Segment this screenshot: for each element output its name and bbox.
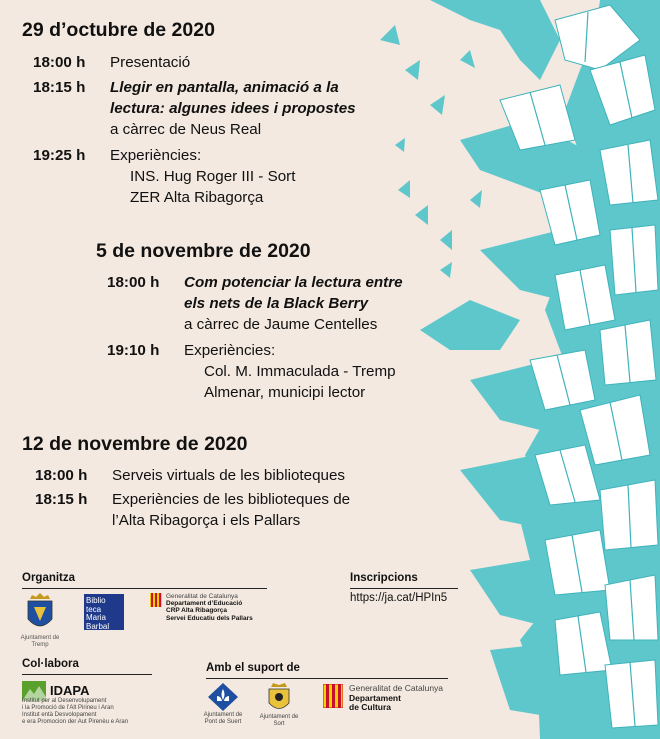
biblioteca-logo: Biblio teca Maria Barbal bbox=[84, 594, 124, 630]
gencat-line: CRP Alta Ribagorça bbox=[166, 607, 228, 615]
session-text: Presentació bbox=[110, 54, 191, 71]
inscripcions-link[interactable]: https://ja.cat/HPIn5 bbox=[350, 592, 448, 604]
organitza-label: Organitza bbox=[22, 572, 76, 584]
logo-caption: Ajuntament de Sort bbox=[259, 714, 299, 727]
session-text: Serveis virtuals de les biblioteques bbox=[112, 467, 345, 484]
logo-caption: Ajuntament de Pont de Suert bbox=[203, 712, 243, 725]
divider bbox=[22, 674, 152, 675]
session-row bbox=[33, 77, 433, 143]
session-title: Com potenciar la lectura entre els nets de la Black Berry bbox=[184, 274, 403, 312]
inscripcions-label: Inscripcions bbox=[350, 572, 418, 584]
session-time: 18:15 h bbox=[33, 79, 86, 96]
gencat-cultura-text bbox=[349, 684, 443, 713]
session-row bbox=[35, 489, 435, 533]
coat-of-arms-icon bbox=[264, 682, 294, 714]
session-row bbox=[35, 465, 435, 487]
idapa-line: Institut per al Desenvolupament bbox=[22, 698, 107, 704]
session-time: 19:10 h bbox=[107, 342, 160, 359]
gencat-line: Servei Educatiu dels Pallars bbox=[166, 614, 253, 622]
session-text: l’Alta Ribagorça i els Pallars bbox=[112, 512, 301, 529]
day-date: 29 d’octubre de 2020 bbox=[22, 19, 215, 41]
session-time: 18:00 h bbox=[107, 274, 160, 291]
open-book bbox=[605, 660, 658, 728]
gencat-line: Departament bbox=[349, 692, 401, 703]
divider bbox=[22, 588, 267, 589]
session-text: Experiències: bbox=[184, 342, 276, 359]
session-time: 18:00 h bbox=[33, 54, 86, 71]
idapa-text bbox=[22, 698, 128, 726]
day-date: 5 de novembre de 2020 bbox=[96, 240, 311, 262]
logo-caption: Ajuntament de Tremp bbox=[20, 635, 60, 648]
ajuntament-pont-logo bbox=[203, 682, 243, 725]
session-speaker: a càrrec de Jaume Centelles bbox=[184, 316, 378, 333]
experience-item: ZER Alta Ribagorça bbox=[130, 189, 264, 206]
fleur-de-lis-icon bbox=[205, 682, 241, 712]
session-row bbox=[107, 272, 437, 338]
open-book bbox=[545, 530, 610, 595]
session-text: Experiències: bbox=[110, 147, 202, 164]
session-time: 18:00 h bbox=[35, 467, 88, 484]
gencat-line: Generalitat de Catalunya bbox=[166, 593, 238, 600]
idapa-name: IDAPA bbox=[50, 683, 90, 698]
gencat-line: Departament d’Educació bbox=[166, 600, 243, 608]
gencat-line: Generalitat de Catalunya bbox=[349, 683, 444, 693]
gencat-flag-icon bbox=[323, 684, 343, 708]
teal-wing-shape bbox=[430, 0, 560, 80]
divider bbox=[206, 678, 448, 679]
session-row bbox=[33, 145, 433, 211]
session-text: Experiències de les biblioteques de bbox=[112, 491, 351, 508]
idapa-line: Institut entà Desvolopament bbox=[22, 712, 97, 718]
experience-item: INS. Hug Roger III - Sort bbox=[130, 168, 296, 185]
session-title: Llegir en pantalla, animació a la lectura: algunes idees i propostes bbox=[110, 79, 356, 117]
session-time: 18:15 h bbox=[35, 491, 88, 508]
ajuntament-sort-logo bbox=[259, 682, 299, 727]
gencat-flag-icon bbox=[150, 593, 162, 607]
suport-label: Amb el suport de bbox=[206, 662, 300, 674]
coat-of-arms-icon bbox=[22, 593, 58, 635]
experience-item: Almenar, municipi lector bbox=[204, 384, 366, 401]
idapa-line: e era Promocion der Aut Pirenèu e Aran bbox=[22, 719, 129, 725]
ajuntament-tremp-logo bbox=[20, 593, 60, 648]
session-row bbox=[33, 52, 433, 74]
idapa-line: i la Promoció de l’Alt Pirineu i Aran bbox=[22, 705, 114, 711]
gencat-educacio-text bbox=[166, 593, 253, 622]
gencat-line: de Cultura bbox=[349, 702, 392, 712]
session-time: 19:25 h bbox=[33, 147, 86, 164]
session-row bbox=[107, 340, 437, 406]
day-date: 12 de novembre de 2020 bbox=[22, 433, 248, 455]
collabora-label: Col·labora bbox=[22, 658, 79, 670]
divider bbox=[350, 588, 458, 589]
session-speaker: a càrrec de Neus Real bbox=[110, 121, 262, 138]
experience-item: Col. M. Immaculada - Tremp bbox=[204, 363, 396, 380]
